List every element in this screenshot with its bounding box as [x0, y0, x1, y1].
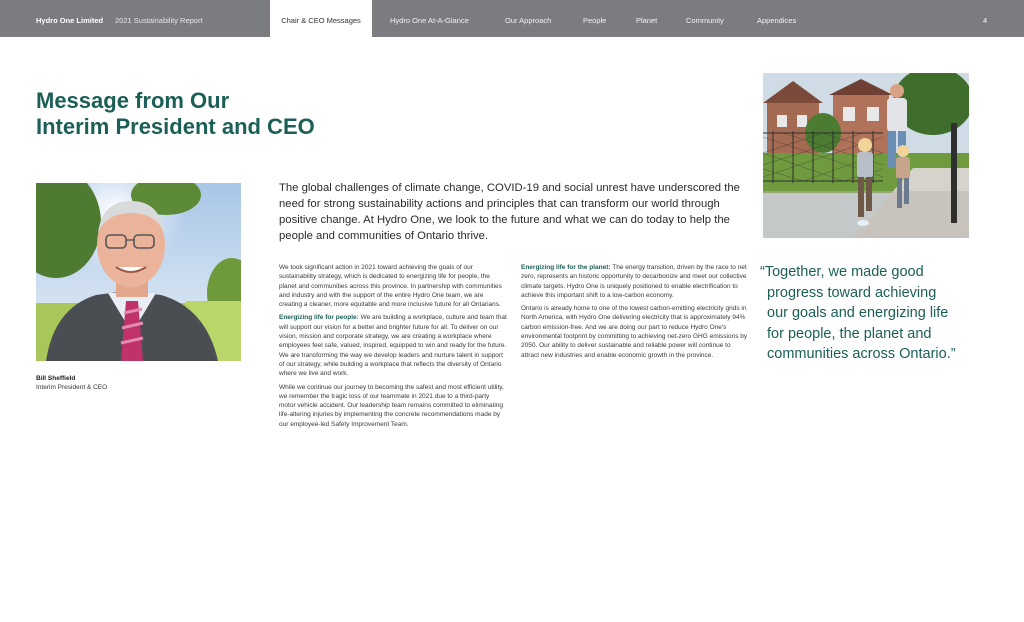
page-number: 4	[983, 16, 988, 25]
planet-lead-in: Energizing life for the planet:	[521, 264, 611, 271]
quote-line-2: progress toward achieving	[767, 284, 937, 301]
body-column-2	[521, 263, 749, 364]
tab-our-approach[interactable]: Our Approach	[505, 16, 552, 25]
ceo-role: Interim President & CEO	[36, 384, 108, 391]
column1-paragraph-2	[279, 313, 507, 378]
tab-appendices[interactable]: Appendices	[757, 16, 797, 25]
body-column-1	[279, 263, 507, 433]
ceo-portrait-photo	[36, 183, 241, 361]
tab-at-a-glance[interactable]: Hydro One At-A-Glance	[390, 16, 469, 25]
page-title	[36, 88, 376, 140]
planet-body: The energy transition, driven by the race to net zero, represents an historic opportunity to decarbonize and meet our collective climate targets. Hydro One is uniquely positioned to enable electrification to achieve this important shift to a low-carbon economy.	[521, 264, 747, 299]
column1-paragraph-1: We took significant action in 2021 toward achieving the goals of our sustainability strategy, which is dedicated to energizing life for people, the planet and communities across this province. In partnership with communities and industry and with the support of the entire Hydro One team, we are creating a cleaner, more equitable and more inclusive future for all Ontarians.	[279, 264, 502, 309]
quote-line-1: “Together, we made good	[760, 264, 924, 280]
tab-people[interactable]: People	[583, 16, 607, 25]
page-title-line-2: Interim President and CEO	[36, 114, 315, 139]
quote-line-3: our goals and energizing life	[767, 305, 949, 321]
column2-paragraph-2: Ontario is already home to one of the lowest carbon-emitting electricity grids in North America, with Hydro One delivering electricity that is approximately 94% carbon emission-free. And we are doing our part to reduce Hydro One's environmental footprint by committing to achieving net-zero GHG emissions by 2050. Our ability to deliver sustainable and reliable power will continue to attract new industries and enable economic growth in the province.	[521, 305, 748, 359]
report-title: 2021 Sustainability Report	[115, 16, 203, 25]
brand-name[interactable]: Hydro One Limited	[36, 16, 104, 25]
page-title-line-1: Message from Our	[36, 88, 230, 113]
tab-community[interactable]: Community	[686, 16, 724, 25]
column1-paragraph-3: While we continue our journey to becoming the safest and most efficient utility, we remember the tragic loss of our teammate in 2021 due to a third-party motor vehicle accident. Our leadership team remains committed to eliminating life-altering injuries by implementing the concrete recommendations made by our employee-led Safety Improvement Team.	[279, 383, 504, 428]
ceo-name: Bill Sheffield	[36, 375, 76, 382]
tab-planet[interactable]: Planet	[636, 16, 658, 25]
quote-line-5: communities across Ontario.”	[767, 346, 956, 362]
column2-paragraph-1	[521, 263, 749, 300]
tab-chair-ceo-messages[interactable]: Chair & CEO Messages	[270, 0, 372, 37]
pull-quote	[760, 262, 990, 365]
quote-line-4: for people, the planet and	[767, 325, 932, 342]
family-walking-photo	[763, 73, 969, 238]
top-navigation-bar	[0, 0, 1024, 37]
people-lead-in: Energizing life for people:	[279, 314, 359, 322]
people-body: We are building a workplace, culture and team that will support our vision for a better and brighter future for all. To deliver on our vision, mission and corporate strategy, we are creating a workplace where employees feel safe, valued, inspired, equipped to win and ready for the future. We are transforming the way we develop leaders and nurture talent in support of our strategy, while building a workplace that reflects the diversity of Ontario where we live and work.	[279, 314, 507, 378]
intro-paragraph: The global challenges of climate change, COVID-19 and social unrest have underscored the need for strong sustainability actions and principles that can transform our world through positive change. At Hydro One, we look to the future and what we can do today to help the people and communities of Ontario thrive.	[279, 182, 740, 242]
